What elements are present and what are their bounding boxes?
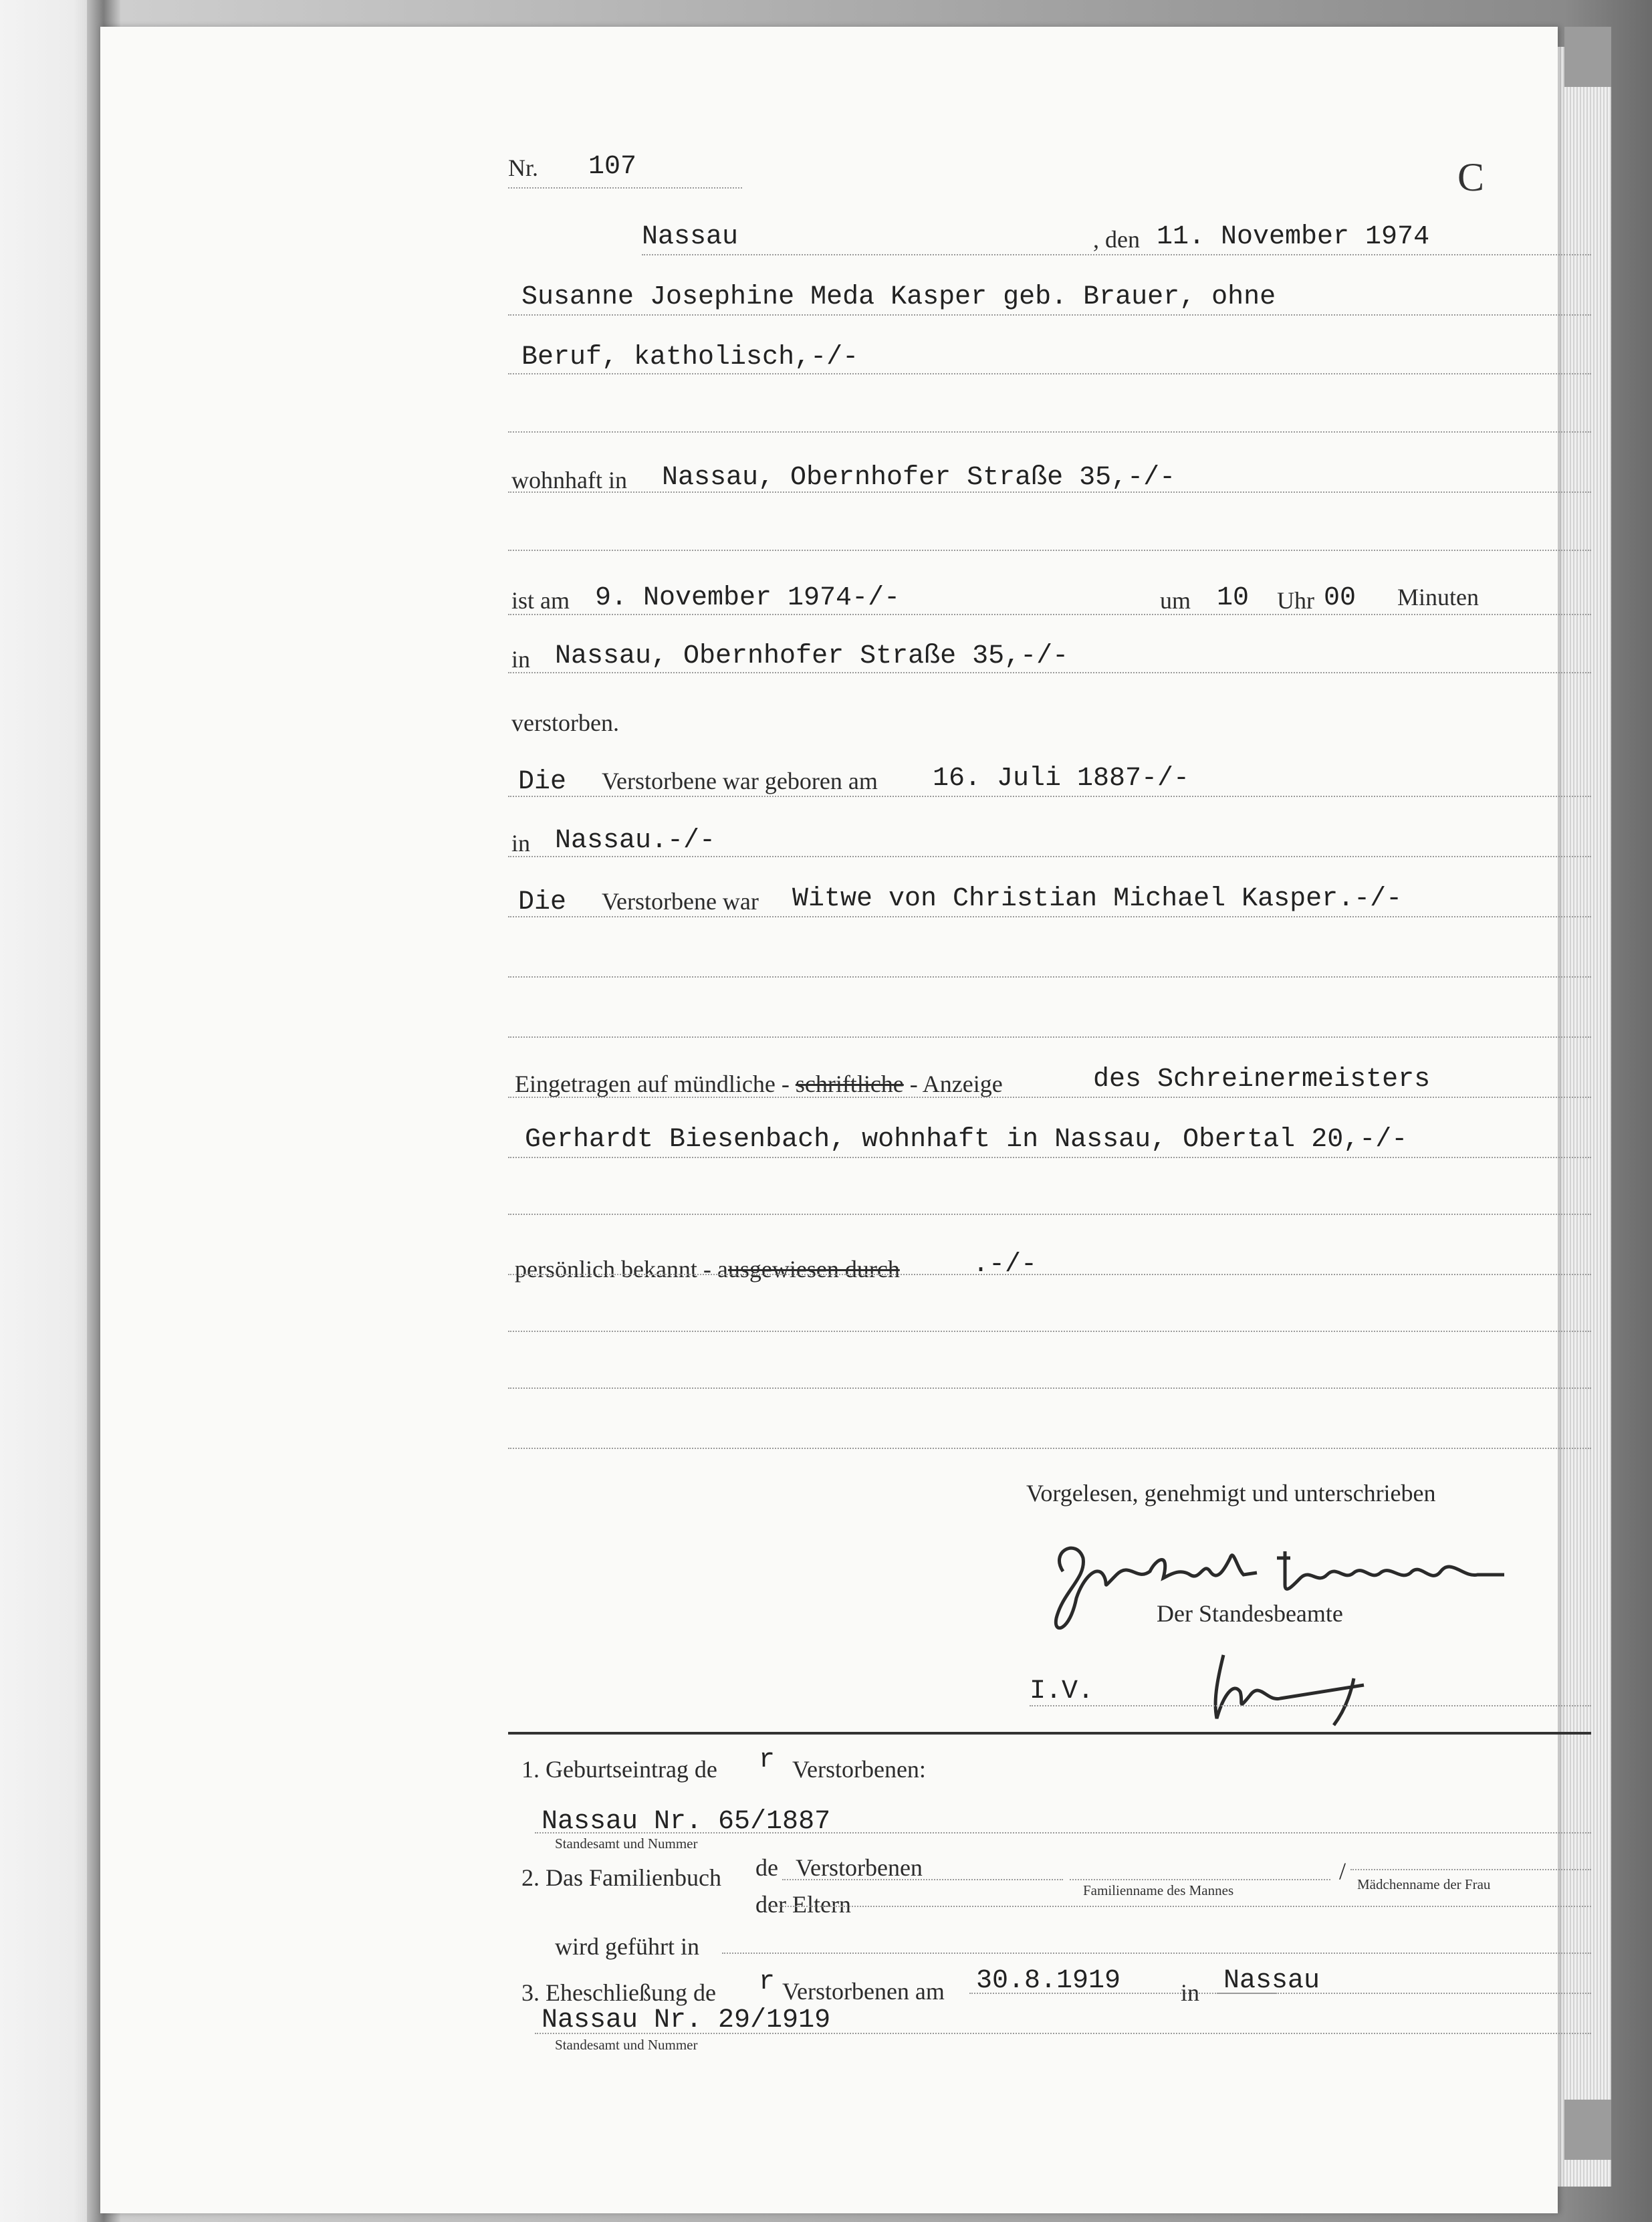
rule: [535, 2033, 1591, 2034]
rule: [508, 431, 1591, 433]
item2-gefuehrt: wird geführt in: [555, 1933, 699, 1960]
footer-separator: [508, 1732, 1591, 1735]
date-prefix: , den: [1093, 226, 1140, 253]
deceased-line-1: Susanne Josephine Meda Kasper geb. Brauer, ohne: [521, 282, 1276, 312]
known-value: .-/-: [973, 1250, 1038, 1280]
rule: [508, 1214, 1591, 1215]
item1-suffix: r: [759, 1745, 776, 1775]
item3-value: Nassau Nr. 29/1919: [542, 2005, 831, 2035]
marital-label: Verstorbene war: [602, 888, 759, 915]
item3-suffix: r: [759, 1967, 776, 1997]
item3-place-line: [1217, 1993, 1591, 1994]
register-letter: C: [1457, 155, 1485, 199]
rule: [508, 373, 1591, 374]
registrar-signature: [1197, 1642, 1411, 1729]
rule: [508, 796, 1591, 797]
time-label-minuten: Minuten: [1397, 584, 1479, 610]
item1-caption: Standesamt und Nummer: [555, 1836, 698, 1852]
death-date: 9. November 1974-/-: [595, 583, 901, 613]
informant-suffix: - Anzeige: [909, 1071, 1003, 1097]
rule: [508, 1274, 1591, 1275]
item2-eltern: der Eltern: [755, 1891, 851, 1918]
marital-value: Witwe von Christian Michael Kasper.-/-: [792, 884, 1403, 914]
rule: [508, 916, 1591, 917]
rule: [508, 614, 1591, 615]
death-date-label: ist am: [511, 587, 570, 614]
read-approved-text: Vorgelesen, genehmigt und unterschrieben: [1026, 1480, 1436, 1507]
item3-caption: Standesamt und Nummer: [555, 2037, 698, 2053]
rule: [769, 1906, 1591, 1907]
rule: [508, 1331, 1591, 1332]
death-place: Nassau, Obernhofer Straße 35,-/-: [555, 641, 1069, 671]
residence-value: Nassau, Obernhofer Straße 35,-/-: [662, 463, 1176, 493]
rule: [722, 1953, 1591, 1954]
death-place-label: in: [511, 646, 531, 673]
item2-de: de: [755, 1854, 778, 1881]
item2-verstorbenen-line: [782, 1879, 1063, 1880]
place-date-line: [642, 254, 1591, 255]
item2-caption-husband: Familienname des Mannes: [1083, 1882, 1234, 1898]
rule: [508, 550, 1591, 551]
birth-place-label: in: [511, 830, 531, 857]
time-label-um: um: [1160, 587, 1191, 614]
informant-prefix: [515, 1072, 1003, 1096]
time-label-uhr: Uhr: [1277, 587, 1314, 614]
rule: [535, 1832, 1591, 1834]
item2-slash: /: [1339, 1858, 1346, 1884]
left-page: [0, 0, 100, 2222]
birth-date: 16. Juli 1887-/-: [933, 764, 1190, 794]
item2-verstorbenen: Verstorbenen: [796, 1854, 923, 1881]
rule: [508, 491, 1591, 493]
rule: [508, 976, 1591, 978]
record-date: 11. November 1974: [1157, 222, 1430, 252]
nr-line: [508, 187, 742, 189]
rule: [508, 1036, 1591, 1038]
known-prefix: persönlich bekannt - a: [515, 1256, 728, 1283]
item1-label: 1. Geburtseintrag de: [521, 1756, 717, 1783]
rule: [508, 1097, 1591, 1098]
item3-in: in: [1181, 1979, 1200, 2006]
birth-place: Nassau.-/-: [555, 826, 716, 856]
item2-label: 2. Das Familienbuch: [521, 1864, 721, 1891]
place-value: Nassau: [642, 222, 739, 252]
known-line: [515, 1257, 900, 1281]
informant-struck: schriftliche: [795, 1071, 904, 1097]
informant-line-1: des Schreinermeisters: [1093, 1065, 1431, 1095]
birth-label: Verstorbene war geboren am: [602, 768, 878, 794]
nr-value: 107: [588, 152, 637, 182]
item3-date: 30.8.1919: [976, 1966, 1121, 1996]
register-page: [100, 27, 1558, 2213]
deceased-line-2: Beruf, katholisch,-/-: [521, 342, 859, 372]
rule: [508, 1448, 1591, 1449]
item2-wife-line: [1350, 1869, 1591, 1870]
informant-signature: [1036, 1511, 1531, 1652]
item1-label-2: Verstorbenen:: [792, 1756, 926, 1783]
known-struck: usgewiesen durch: [727, 1256, 900, 1283]
nr-label: Nr.: [508, 154, 538, 181]
item2-caption-wife: Mädchenname der Frau: [1357, 1876, 1491, 1892]
cover-corner-bottom: [1564, 2100, 1611, 2160]
informant-line-2: Gerhardt Biesenbach, wohnhaft in Nassau, Obertal 20,-/-: [525, 1125, 1408, 1155]
cover-corner-top: [1564, 27, 1611, 87]
marital-article: Die: [518, 887, 567, 917]
birth-article: Die: [518, 767, 567, 797]
item3-place: Nassau: [1223, 1966, 1320, 1996]
registrar-label: Der Standesbeamte: [1157, 1600, 1343, 1627]
item3-label: 3. Eheschließung de: [521, 1979, 716, 2006]
item1-value: Nassau Nr. 65/1887: [542, 1807, 831, 1837]
death-minute: 00: [1324, 583, 1356, 613]
rule: [508, 314, 1591, 316]
item3-label-2: Verstorbenen am: [782, 1978, 945, 2005]
verstorben-label: verstorben.: [511, 709, 619, 736]
rule: [508, 1387, 1591, 1389]
item2-husband-line: [1070, 1879, 1330, 1880]
residence-label: wohnhaft in: [511, 467, 627, 493]
death-hour: 10: [1217, 583, 1250, 613]
rule: [508, 856, 1591, 857]
informant-prefix-text: Eingetragen auf mündliche -: [515, 1071, 790, 1097]
rule: [508, 672, 1591, 673]
iv-label: I.V.: [1030, 1676, 1094, 1706]
rule: [508, 1157, 1591, 1158]
registrar-line: [1030, 1705, 1591, 1706]
